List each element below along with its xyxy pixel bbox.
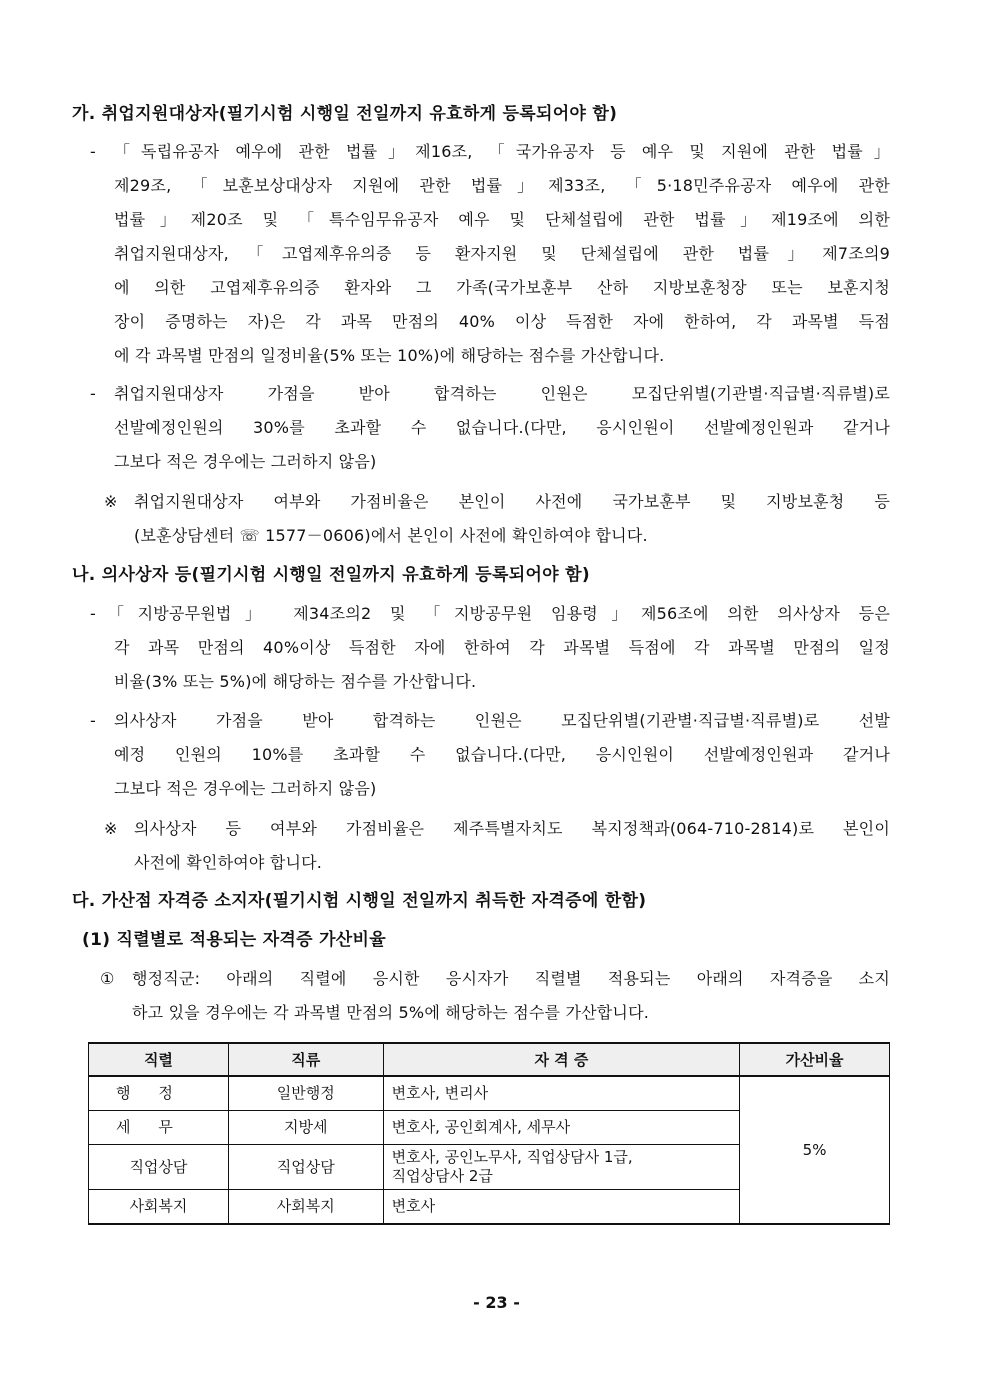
section-b-item2-marker: - [90,711,96,730]
rate-cell: 5% [740,1076,890,1224]
text-line: (보훈상담센터 ☏ 1577－0606)에서 본인이 사전에 확인하여야 합니다. [134,526,648,545]
text-line: 그보다 적은 경우에는 그러하지 않음) [114,779,377,798]
section-a-item2 [114,377,890,479]
text-line: 취업지원대상자 여부와 가점비율은 본인이 사전에 국가보훈부 및 지방보훈청 등 [134,492,890,511]
section-b-item2 [114,704,890,806]
text-line: 사전에 확인하여야 합니다. [134,853,323,872]
text-line: 하고 있을 경우에는 각 과목별 만점의 5%에 해당하는 점수를 가산합니다. [132,1003,650,1022]
text-line: 장이 증명하는 자)은 각 과목 만점의 40% 이상 득점한 자에 한하여, 각 과목별 득점 [114,312,890,331]
text-line: 예정 인원의 10%를 초과할 수 없습니다.(다만, 응시인원이 선발예정인원과 같거나 [114,745,890,764]
section-a-item1-marker: - [90,142,96,161]
section-a-item1 [114,135,890,373]
section-c-heading: 다. 가산점 자격증 소지자(필기시험 시행일 전일까지 취득한 자격증에 한함) [72,891,647,911]
text-line: 각 과목 만점의 40%이상 득점한 자에 한하여 각 과목별 득점에 각 과목별 만점의 일정 [114,638,890,657]
text-line: 취업지원대상자,「고엽제후유의증 등 환자지원 및 단체설립에 관한 법률」제7조의9 [114,244,890,263]
series-cell: 행정 [89,1076,229,1111]
class-cell: 일반행정 [228,1076,383,1111]
column-header: 자 격 증 [383,1043,739,1076]
cert-line: 변호사, 공인노무사, 직업상담사 1급, [391,1148,633,1166]
class-cell: 사회복지 [228,1190,383,1225]
text-line: 「지방공무원법」 제34조의2 및 「지방공무원 임용령」제56조에 의한 의사상자 등은 [108,604,890,623]
text-line: 에 의한 고엽제후유의증 환자와 그 가족(국가보훈부 산하 지방보훈청장 또는 보훈지청 [114,278,890,297]
text-line: 취업지원대상자 가점을 받아 합격하는 인원은 모집단위별(기관별·직급별·직류별)로 [114,384,890,403]
section-b-item1 [108,597,890,699]
text-line: 행정직군: 아래의 직렬에 응시한 응시자가 직렬별 적용되는 아래의 자격증을 소지 [132,969,890,988]
text-line: 그보다 적은 경우에는 그러하지 않음) [114,452,377,471]
text-line: 선발예정인원의 30%를 초과할 수 없습니다.(다만, 응시인원이 선발예정인원과 같거나 [114,418,890,437]
text-line: 「독립유공자 예우에 관한 법률」제16조, 「국가유공자 등 예우 및 지원에 관한 법률」 [114,142,890,161]
text-line: 비율(3% 또는 5%)에 해당하는 점수를 가산합니다. [114,672,477,691]
series-cell: 세무 [89,1111,229,1145]
section-a-heading: 가. 취업지원대상자(필기시험 시행일 전일까지 유효하게 등록되어야 함) [72,104,618,124]
cert-cell [383,1111,739,1145]
cert-line: 변호사, 변리사 [391,1084,489,1102]
text-line: 의사상자 등 여부와 가점비율은 제주특별자치도 복지정책과(064-710-2814)로 본인이 [134,819,890,838]
section-a-note-marker: ※ [104,492,118,511]
page-number: - 23 - [473,1293,520,1312]
section-c-item1 [132,962,890,1030]
section-c-subheading: (1) 직렬별로 적용되는 자격증 가산비율 [82,930,386,950]
series-cell: 직업상담 [89,1145,229,1190]
column-header: 가산비율 [740,1043,890,1076]
cert-line: 변호사, 공인회계사, 세무사 [391,1118,571,1136]
class-cell: 지방세 [228,1111,383,1145]
certificate-table [88,1042,890,1225]
cert-line: 직업상담사 2급 [391,1167,493,1185]
section-a-item2-marker: - [90,384,96,403]
cert-line: 변호사 [391,1197,436,1215]
text-line: 의사상자 가점을 받아 합격하는 인원은 모집단위별(기관별·직급별·직류별)로 선발 [114,711,890,730]
section-b-note-marker: ※ [104,819,118,838]
text-line: 에 각 과목별 만점의 일정비율(5% 또는 10%)에 해당하는 점수를 가산합니다. [114,346,665,365]
text-line: 제29조, 「보훈보상대상자 지원에 관한 법률」제33조, 「5·18민주유공자 예우에 관한 [114,176,890,195]
section-a-note [134,485,890,553]
cert-cell [383,1076,739,1111]
text-line: 법률」제20조 및 「특수임무유공자 예우 및 단체설립에 관한 법률」제19조에 의한 [114,210,890,229]
class-cell: 직업상담 [228,1145,383,1190]
table-row [89,1076,890,1111]
section-b-note [134,812,890,880]
section-b-heading: 나. 의사상자 등(필기시험 시행일 전일까지 유효하게 등록되어야 함) [72,565,590,585]
section-c-item1-marker: ① [100,969,115,988]
column-header: 직류 [228,1043,383,1076]
table-header-row [89,1043,890,1076]
column-header: 직렬 [89,1043,229,1076]
cert-cell [383,1190,739,1225]
section-b-item1-marker: - [90,604,96,623]
series-cell: 사회복지 [89,1190,229,1225]
cert-cell [383,1145,739,1190]
